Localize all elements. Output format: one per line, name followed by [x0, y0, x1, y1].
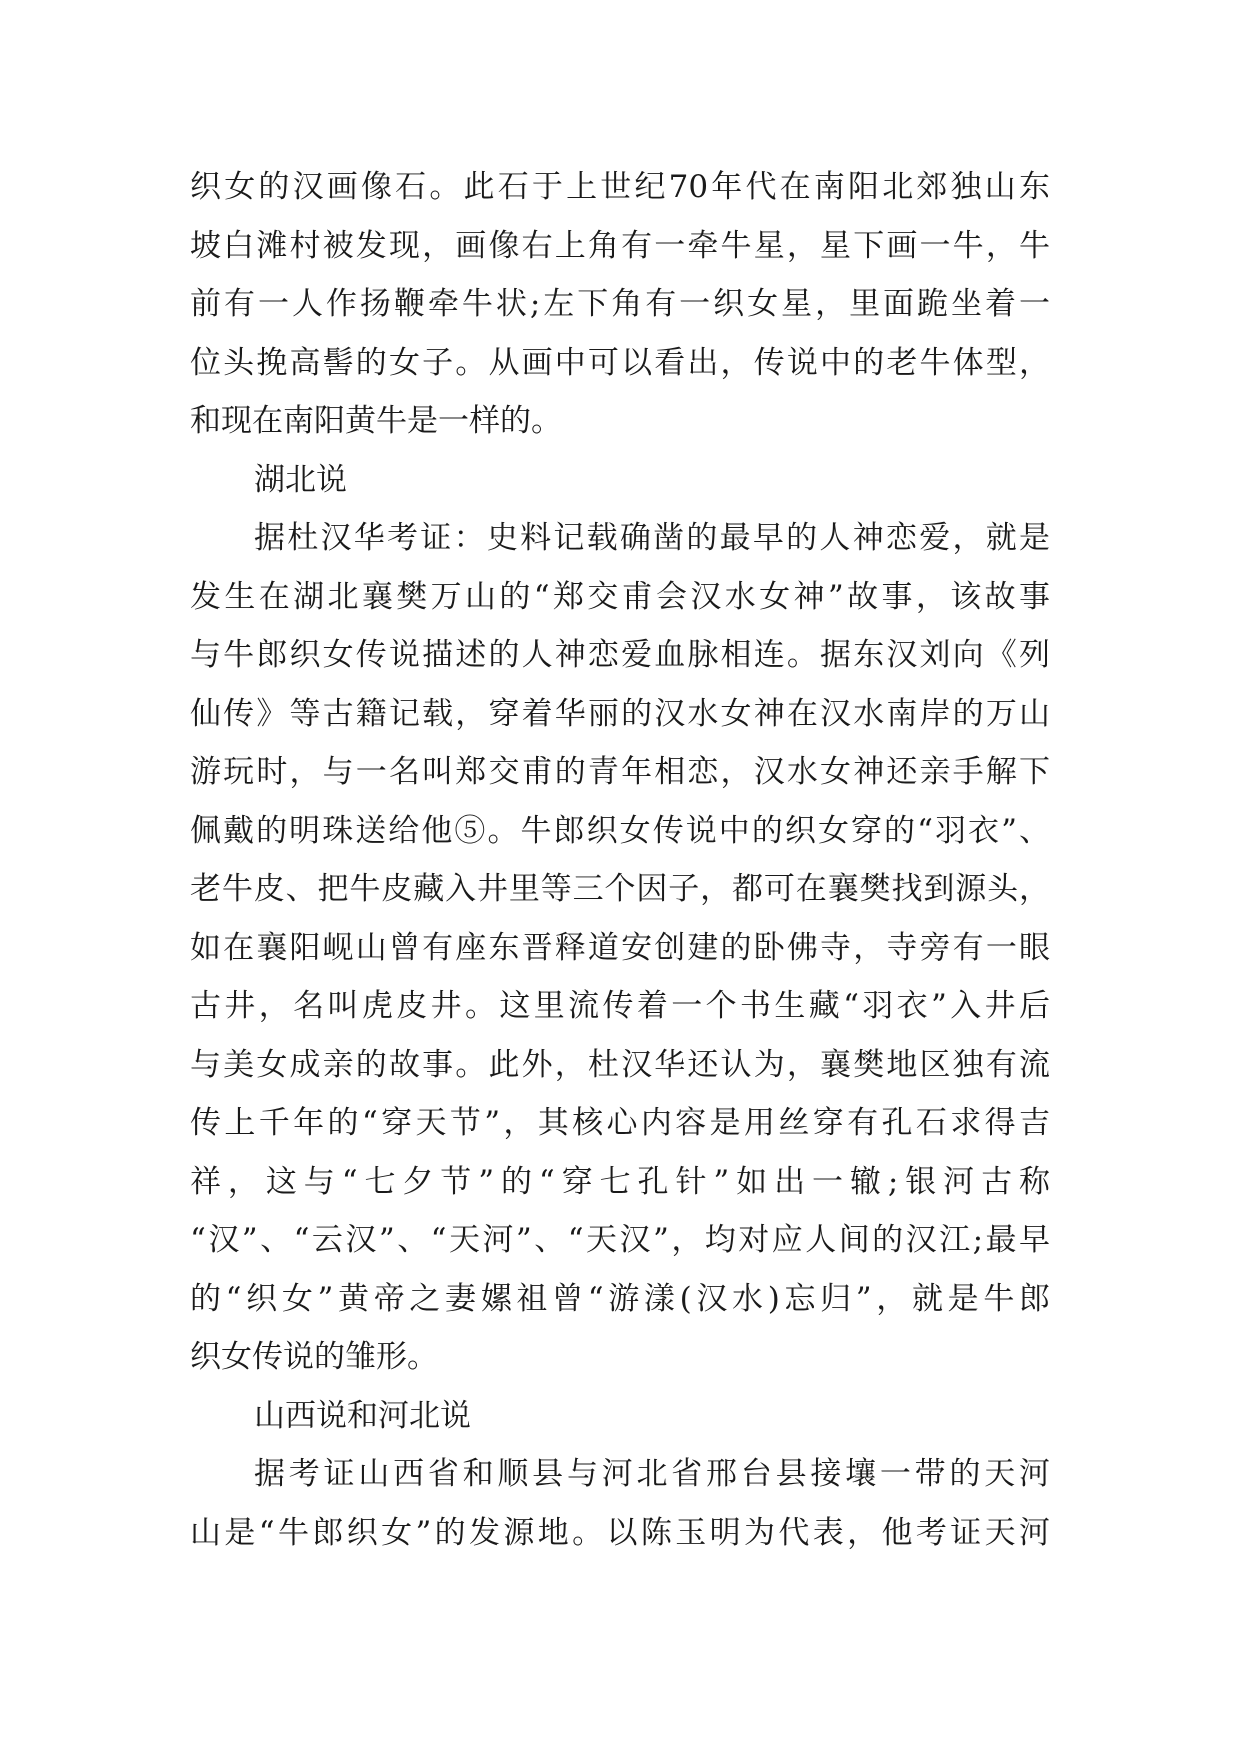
text-line: 织女的汉画像石。此石于上世纪70年代在南阳北郊独山东 — [190, 169, 1050, 205]
text-line: 游玩时，与一名叫郑交甫的青年相恋，汉水女神还亲手解下 — [190, 754, 1050, 790]
text-line: 佩戴的明珠送给他⑤。牛郎织女传说中的织女穿的“羽衣”、 — [190, 812, 1050, 849]
section-heading: 湖北说 — [254, 461, 347, 498]
section-heading: 山西说和河北说 — [254, 1397, 471, 1434]
text-line: 如在襄阳岘山曾有座东晋释道安创建的卧佛寺，寺旁有一眼 — [190, 929, 1050, 966]
text-line: 古井，名叫虎皮井。这里流传着一个书生藏“羽衣”入井后 — [190, 988, 1050, 1024]
text-line: 据考证山西省和顺县与河北省邢台县接壤一带的天河 — [254, 1456, 1050, 1492]
text-line: 祥，这与“七夕节”的“穿七孔针”如出一辙;银河古称 — [190, 1163, 1050, 1200]
text-line: 与牛郎织女传说描述的人神恋爱血脉相连。据东汉刘向《列 — [190, 637, 1050, 673]
text-line: 前有一人作扬鞭牵牛状;左下角有一织女星，里面跪坐着一 — [190, 286, 1050, 322]
text-line: 与美女成亲的故事。此外，杜汉华还认为，襄樊地区独有流 — [190, 1046, 1050, 1083]
text-line: “汉”、“云汉”、“天河”、“天汉”，均对应人间的汉江;最早 — [190, 1222, 1050, 1258]
text-line: 和现在南阳黄牛是一样的。 — [190, 403, 562, 439]
text-line: 的“织女”黄帝之妻嫘祖曾“游漾(汉水)忘归”，就是牛郎 — [190, 1280, 1050, 1317]
text-line: 织女传说的雏形。 — [190, 1339, 438, 1375]
text-line: 坡白滩村被发现，画像右上角有一牵牛星，星下画一牛，牛 — [190, 227, 1050, 264]
document-body — [190, 158, 1050, 1562]
text-line: 位头挽高髻的女子。从画中可以看出，传说中的老牛体型， — [190, 344, 1050, 381]
text-line: 发生在湖北襄樊万山的“郑交甫会汉水女神”故事，该故事 — [190, 578, 1050, 615]
text-line: 老牛皮、把牛皮藏入井里等三个因子，都可在襄樊找到源头， — [190, 871, 1050, 907]
text-line: 山是“牛郎织女”的发源地。以陈玉明为代表，他考证天河 — [190, 1514, 1050, 1551]
text-line: 仙传》等古籍记载，穿着华丽的汉水女神在汉水南岸的万山 — [190, 695, 1050, 732]
text-line: 传上千年的“穿天节”，其核心内容是用丝穿有孔石求得吉 — [190, 1105, 1050, 1141]
text-line: 据杜汉华考证：史料记载确凿的最早的人神恋爱，就是 — [254, 520, 1050, 556]
